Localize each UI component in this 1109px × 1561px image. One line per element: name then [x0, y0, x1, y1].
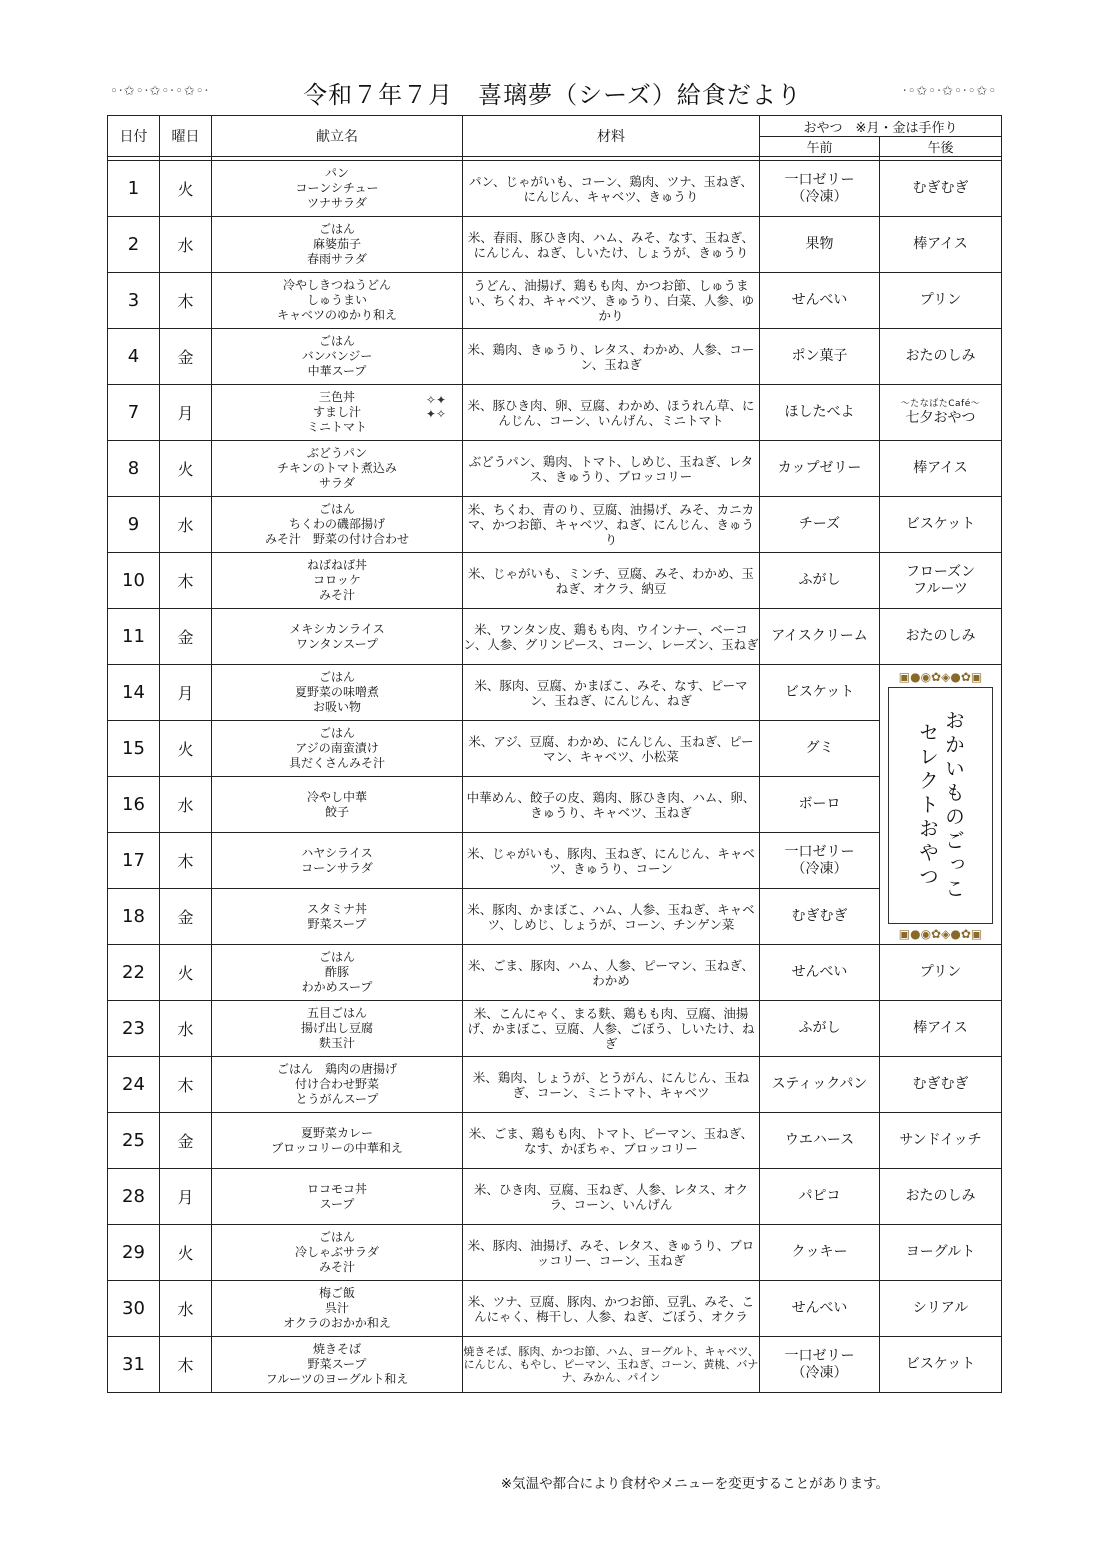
- am-snack-cell: アイスクリーム: [760, 609, 880, 665]
- menu-item: ハヤシライス: [301, 845, 373, 860]
- am-snack-cell: 一口ゼリー （冷凍）: [760, 833, 880, 889]
- menu-item: みそ汁 野菜の付け合わせ: [264, 532, 409, 546]
- date-cell: 4: [108, 329, 160, 385]
- menu-item: ねばねば丼: [306, 558, 367, 572]
- menu-item: メキシカンライス: [289, 621, 385, 636]
- cookie-border-icon: ▣●◉✿◈●✿▣: [898, 670, 983, 684]
- menu-row: [108, 1001, 1002, 1057]
- materials-cell: 米、春雨、豚ひき肉、ハム、みそ、なす、玉ねぎ、にんじん、ねぎ、しいたけ、しょうが、きゅうり: [463, 217, 760, 273]
- menu-item: ごはん: [318, 502, 355, 516]
- menu-cell: [212, 1337, 463, 1393]
- menu-item: 冷やし中華: [306, 789, 367, 804]
- menu-row: [108, 1169, 1002, 1225]
- menu-item: ロコモコ丼: [306, 1181, 367, 1196]
- menu-item: スタミナ丼: [306, 901, 367, 916]
- menu-cell: [212, 889, 463, 945]
- star-sparkle-icon: ✧✦ ✦✧: [425, 393, 446, 421]
- menu-table: [107, 115, 1002, 1393]
- am-snack-cell: ビスケット: [760, 665, 880, 721]
- am-snack-cell: せんべい: [760, 273, 880, 329]
- menu-item: コーンシチュー: [295, 181, 379, 195]
- pm-snack-cell: フローズン フルーツ: [880, 553, 1002, 609]
- menu-item: サラダ: [319, 476, 355, 490]
- menu-cell: [212, 553, 463, 609]
- date-cell: 9: [108, 497, 160, 553]
- menu-item: 五目ごはん: [306, 1006, 367, 1020]
- menu-item: オクラのおかか和え: [283, 1316, 391, 1330]
- star-decoration-right: ·◦✩◦·✩◦·◦✩◦: [902, 84, 997, 99]
- materials-cell: 米、ツナ、豆腐、豚肉、かつお節、豆乳、みそ、こんにゃく、梅干し、人参、ねぎ、ごぼう、オクラ: [463, 1281, 760, 1337]
- day-cell: 金: [160, 609, 212, 665]
- star-decoration-left: ◦·✩◦·✩◦·◦✩◦·: [110, 84, 210, 99]
- day-cell: 金: [160, 1113, 212, 1169]
- pm-snack-cell: ビスケット: [880, 1337, 1002, 1393]
- menu-cell: [212, 329, 463, 385]
- menu-item: ミニトマト: [306, 420, 367, 434]
- pm-snack-cell: ビスケット: [880, 497, 1002, 553]
- page-title: 令和７年７月 喜璃夢（シーズ）給食だより: [303, 80, 802, 109]
- day-cell: 火: [160, 945, 212, 1001]
- date-cell: 30: [108, 1281, 160, 1337]
- menu-row: [108, 385, 1002, 441]
- menu-row: [108, 161, 1002, 217]
- header-oyatsu: おやつ ※月・金は手作り: [760, 116, 1002, 137]
- am-snack-cell: せんべい: [760, 945, 880, 1001]
- page-header: [100, 72, 1005, 112]
- menu-item: すまし汁: [312, 405, 361, 419]
- pm-snack-cell: 棒アイス: [880, 441, 1002, 497]
- menu-cell: [212, 217, 463, 273]
- am-snack-cell: ほしたべよ: [760, 385, 880, 441]
- pm-snack-cell: [880, 385, 1002, 441]
- materials-cell: 米、鶏肉、しょうが、とうがん、にんじん、玉ねぎ、コーン、ミニトマト、キャベツ: [463, 1057, 760, 1113]
- menu-item: 呉汁: [324, 1301, 349, 1315]
- menu-item: わかめスープ: [301, 980, 373, 994]
- menu-cell: [212, 777, 463, 833]
- pm-snack-cell: 棒アイス: [880, 217, 1002, 273]
- menu-item: スープ: [319, 1196, 355, 1211]
- menu-row: [108, 329, 1002, 385]
- menu-row: [108, 945, 1002, 1001]
- am-snack-cell: 果物: [760, 217, 880, 273]
- menu-row: [108, 721, 1002, 777]
- menu-item: 付け合わせ野菜: [294, 1077, 379, 1091]
- day-cell: 水: [160, 217, 212, 273]
- day-cell: 火: [160, 721, 212, 777]
- menu-item: とうがんスープ: [295, 1092, 379, 1106]
- cookie-border-icon: ▣●◉✿◈●✿▣: [898, 927, 983, 941]
- materials-cell: 米、ひき肉、豆腐、玉ねぎ、人参、レタス、オクラ、コーン、いんげん: [463, 1169, 760, 1225]
- am-snack-cell: カップゼリー: [760, 441, 880, 497]
- pm-snack-cell: 棒アイス: [880, 1001, 1002, 1057]
- day-cell: 月: [160, 665, 212, 721]
- date-cell: 10: [108, 553, 160, 609]
- menu-item: ごはん 鶏肉の唐揚げ: [276, 1062, 397, 1076]
- date-cell: 17: [108, 833, 160, 889]
- menu-row: [108, 665, 1002, 721]
- day-cell: 火: [160, 161, 212, 217]
- day-cell: 木: [160, 833, 212, 889]
- materials-cell: 中華めん、餃子の皮、鶏肉、豚ひき肉、ハム、卵、きゅうり、キャベツ、玉ねぎ: [463, 777, 760, 833]
- header-menu: 献立名: [212, 116, 463, 157]
- menu-item: 夏野菜カレー: [300, 1125, 373, 1140]
- day-cell: 水: [160, 1281, 212, 1337]
- materials-cell: ぶどうパン、鶏肉、トマト、しめじ、玉ねぎ、レタス、きゅうり、ブロッコリー: [463, 441, 760, 497]
- date-cell: 29: [108, 1225, 160, 1281]
- date-cell: 22: [108, 945, 160, 1001]
- am-snack-cell: せんべい: [760, 1281, 880, 1337]
- date-cell: 15: [108, 721, 160, 777]
- menu-item: コーンサラダ: [301, 860, 373, 875]
- menu-cell: [212, 497, 463, 553]
- menu-cell: [212, 1057, 463, 1113]
- day-cell: 木: [160, 1337, 212, 1393]
- menu-row: [108, 217, 1002, 273]
- day-cell: 木: [160, 273, 212, 329]
- day-cell: 木: [160, 553, 212, 609]
- am-snack-cell: ボーロ: [760, 777, 880, 833]
- menu-row: [108, 1225, 1002, 1281]
- menu-row: [108, 833, 1002, 889]
- menu-row: [108, 1113, 1002, 1169]
- menu-cell: [212, 609, 463, 665]
- menu-cell: [212, 273, 463, 329]
- materials-cell: 米、豚肉、かまぼこ、ハム、人参、玉ねぎ、キャベツ、しめじ、しょうが、コーン、チンゲン菜: [463, 889, 760, 945]
- pm-snack-cell: むぎむぎ: [880, 1057, 1002, 1113]
- menu-cell: [212, 833, 463, 889]
- am-snack-cell: クッキー: [760, 1225, 880, 1281]
- am-snack-cell: ふがし: [760, 553, 880, 609]
- materials-cell: パン、じゃがいも、コーン、鶏肉、ツナ、玉ねぎ、にんじん、キャベツ、きゅうり: [463, 161, 760, 217]
- menu-item: 餃子: [324, 804, 349, 819]
- menu-row: [108, 777, 1002, 833]
- materials-cell: 米、ごま、豚肉、ハム、人参、ピーマン、玉ねぎ、わかめ: [463, 945, 760, 1001]
- menu-item: コロッケ: [313, 573, 361, 587]
- menu-item: 麻婆茄子: [312, 237, 361, 251]
- menu-row: [108, 497, 1002, 553]
- menu-cell: [212, 1113, 463, 1169]
- menu-row: [108, 441, 1002, 497]
- menu-item: 冷しゃぶサラダ: [295, 1245, 379, 1259]
- day-cell: 水: [160, 497, 212, 553]
- menu-item: 梅ご飯: [318, 1286, 355, 1300]
- menu-item: ごはん: [318, 334, 355, 348]
- am-snack-cell: むぎむぎ: [760, 889, 880, 945]
- menu-row: [108, 1337, 1002, 1393]
- menu-item: 麩玉汁: [318, 1036, 355, 1050]
- select-oyatsu-box: [888, 687, 993, 924]
- materials-cell: 米、ちくわ、青のり、豆腐、油揚げ、みそ、カニカマ、かつお節、キャベツ、ねぎ、にんじん、きゅうり: [463, 497, 760, 553]
- menu-row: [108, 273, 1002, 329]
- pm-snack-cell: むぎむぎ: [880, 161, 1002, 217]
- day-cell: 金: [160, 889, 212, 945]
- menu-item: ごはん: [318, 1230, 355, 1244]
- menu-cell: [212, 945, 463, 1001]
- header-pm: 午後: [880, 137, 1002, 157]
- header-date: 日付: [108, 116, 160, 157]
- menu-item: 野菜スープ: [307, 1357, 367, 1371]
- header-am: 午前: [760, 137, 880, 157]
- materials-cell: 米、アジ、豆腐、わかめ、にんじん、玉ねぎ、ピーマン、キャベツ、小松菜: [463, 721, 760, 777]
- materials-cell: 米、ごま、鶏もも肉、トマト、ピーマン、玉ねぎ、なす、かぼちゃ、ブロッコリー: [463, 1113, 760, 1169]
- am-snack-cell: ウエハース: [760, 1113, 880, 1169]
- menu-item: 酢豚: [324, 965, 349, 979]
- menu-item: パン: [324, 166, 349, 180]
- pm-snack-cell: おたのしみ: [880, 329, 1002, 385]
- menu-row: [108, 889, 1002, 945]
- tanabata-cafe-subtitle: ～たなばたCafé～: [900, 398, 981, 409]
- pm-snack-cell: プリン: [880, 945, 1002, 1001]
- menu-item: ごはん: [318, 726, 355, 740]
- menu-item: アジの南蛮漬け: [295, 741, 379, 755]
- menu-item: ごはん: [318, 950, 355, 964]
- menu-item: ツナサラダ: [307, 196, 367, 210]
- menu-cell: [212, 441, 463, 497]
- menu-item: ごはん: [318, 222, 355, 236]
- date-cell: 25: [108, 1113, 160, 1169]
- pm-snack-cell: おたのしみ: [880, 1169, 1002, 1225]
- menu-cell: [212, 1225, 463, 1281]
- day-cell: 木: [160, 1057, 212, 1113]
- menu-item: 揚げ出し豆腐: [300, 1021, 373, 1035]
- menu-item: 野菜スープ: [307, 916, 367, 931]
- pm-snack-cell: ヨーグルト: [880, 1225, 1002, 1281]
- header-day: 曜日: [160, 116, 212, 157]
- date-cell: 24: [108, 1057, 160, 1113]
- menu-item: 冷やしきつねうどん: [282, 278, 391, 292]
- day-cell: 金: [160, 329, 212, 385]
- materials-cell: 米、鶏肉、きゅうり、レタス、わかめ、人参、コーン、玉ねぎ: [463, 329, 760, 385]
- menu-item: みそ汁: [318, 588, 355, 602]
- date-cell: 28: [108, 1169, 160, 1225]
- menu-body: [108, 161, 1002, 1393]
- date-cell: 23: [108, 1001, 160, 1057]
- menu-item: 焼きそば: [312, 1342, 361, 1356]
- menu-item: 春雨サラダ: [307, 252, 367, 266]
- menu-item: みそ汁: [318, 1260, 355, 1274]
- materials-cell: 米、豚ひき肉、卵、豆腐、わかめ、ほうれん草、にんじん、コーン、いんげん、ミニトマト: [463, 385, 760, 441]
- menu-item: ぶどうパン: [306, 446, 367, 460]
- am-snack-cell: 一口ゼリー （冷凍）: [760, 161, 880, 217]
- am-snack-cell: パピコ: [760, 1169, 880, 1225]
- menu-item: ごはん: [318, 670, 355, 684]
- materials-cell: 米、ワンタン皮、鶏もも肉、ウインナー、ベーコン、人参、グリンピース、コーン、レーズン、玉ねぎ: [463, 609, 760, 665]
- date-cell: 1: [108, 161, 160, 217]
- menu-item: チキンのトマト煮込み: [277, 461, 397, 475]
- materials-cell: うどん、油揚げ、鶏もも肉、かつお節、しゅうまい、ちくわ、キャベツ、きゅうり、白菜、人参、ゆかり: [463, 273, 760, 329]
- menu-item: 夏野菜の味噌煮: [294, 685, 379, 699]
- materials-cell: 焼きそば、豚肉、かつお節、ハム、ヨーグルト、キャベツ、にんじん、もやし、ピーマン、玉ねぎ、コーン、黄桃、バナナ、みかん、パイン: [463, 1337, 760, 1393]
- header-materials: 材料: [463, 116, 760, 157]
- am-snack-cell: グミ: [760, 721, 880, 777]
- date-cell: 16: [108, 777, 160, 833]
- menu-cell: [212, 1001, 463, 1057]
- footnote: ※気温や都合により食材やメニューを変更することがあります。: [500, 1476, 889, 1492]
- menu-item: キャベツのゆかり和え: [276, 308, 397, 322]
- am-snack-cell: 一口ゼリー （冷凍）: [760, 1337, 880, 1393]
- menu-cell: [212, 1169, 463, 1225]
- date-cell: 7: [108, 385, 160, 441]
- menu-item: 三色丼: [318, 390, 355, 404]
- materials-cell: 米、じゃがいも、ミンチ、豆腐、みそ、わかめ、玉ねぎ、オクラ、納豆: [463, 553, 760, 609]
- date-cell: 14: [108, 665, 160, 721]
- day-cell: 水: [160, 1001, 212, 1057]
- materials-cell: 米、豚肉、油揚げ、みそ、レタス、きゅうり、ブロッコリー、コーン、玉ねぎ: [463, 1225, 760, 1281]
- materials-cell: 米、豚肉、豆腐、かまぼこ、みそ、なす、ピーマン、玉ねぎ、にんじん、ねぎ: [463, 665, 760, 721]
- menu-cell: [212, 1281, 463, 1337]
- menu-row: [108, 609, 1002, 665]
- pm-snack-label: 七夕おやつ: [905, 409, 976, 426]
- day-cell: 月: [160, 385, 212, 441]
- menu-row: [108, 553, 1002, 609]
- date-cell: 11: [108, 609, 160, 665]
- menu-item: ワンタンスープ: [296, 636, 378, 651]
- pm-snack-cell: サンドイッチ: [880, 1113, 1002, 1169]
- date-cell: 18: [108, 889, 160, 945]
- date-cell: 2: [108, 217, 160, 273]
- date-cell: 31: [108, 1337, 160, 1393]
- date-cell: 3: [108, 273, 160, 329]
- day-cell: 火: [160, 441, 212, 497]
- menu-item: ちくわの磯部揚げ: [288, 517, 385, 531]
- menu-cell: [212, 161, 463, 217]
- am-snack-cell: チーズ: [760, 497, 880, 553]
- menu-item: ブロッコリーの中華和え: [271, 1140, 403, 1155]
- day-cell: 火: [160, 1225, 212, 1281]
- materials-cell: 米、じゃがいも、豚肉、玉ねぎ、にんじん、キャベツ、きゅうり、コーン: [463, 833, 760, 889]
- day-cell: 水: [160, 777, 212, 833]
- am-snack-cell: ポン菓子: [760, 329, 880, 385]
- materials-cell: 米、こんにゃく、まる麩、鶏もも肉、豆腐、油揚げ、かまぼこ、豆腐、人参、ごぼう、しいたけ、ねぎ: [463, 1001, 760, 1057]
- am-snack-cell: ふがし: [760, 1001, 880, 1057]
- menu-row: [108, 1057, 1002, 1113]
- menu-row: [108, 1281, 1002, 1337]
- menu-cell: [212, 665, 463, 721]
- select-oyatsu-cell: [880, 665, 1002, 945]
- menu-cell: [212, 385, 463, 441]
- menu-item: フルーツのヨーグルト和え: [265, 1372, 409, 1386]
- pm-snack-cell: おたのしみ: [880, 609, 1002, 665]
- menu-item: 具だくさんみそ汁: [288, 756, 385, 770]
- pm-snack-cell: シリアル: [880, 1281, 1002, 1337]
- pm-snack-cell: プリン: [880, 273, 1002, 329]
- menu-cell: [212, 721, 463, 777]
- menu-item: バンバンジー: [301, 349, 373, 363]
- am-snack-cell: スティックパン: [760, 1057, 880, 1113]
- select-oyatsu-label: おかいものごっこ セレクトおやつ: [915, 709, 966, 902]
- date-cell: 8: [108, 441, 160, 497]
- menu-item: 中華スープ: [307, 364, 367, 378]
- day-cell: 月: [160, 1169, 212, 1225]
- menu-item: しゅうまい: [306, 293, 367, 307]
- menu-item: お吸い物: [312, 700, 361, 714]
